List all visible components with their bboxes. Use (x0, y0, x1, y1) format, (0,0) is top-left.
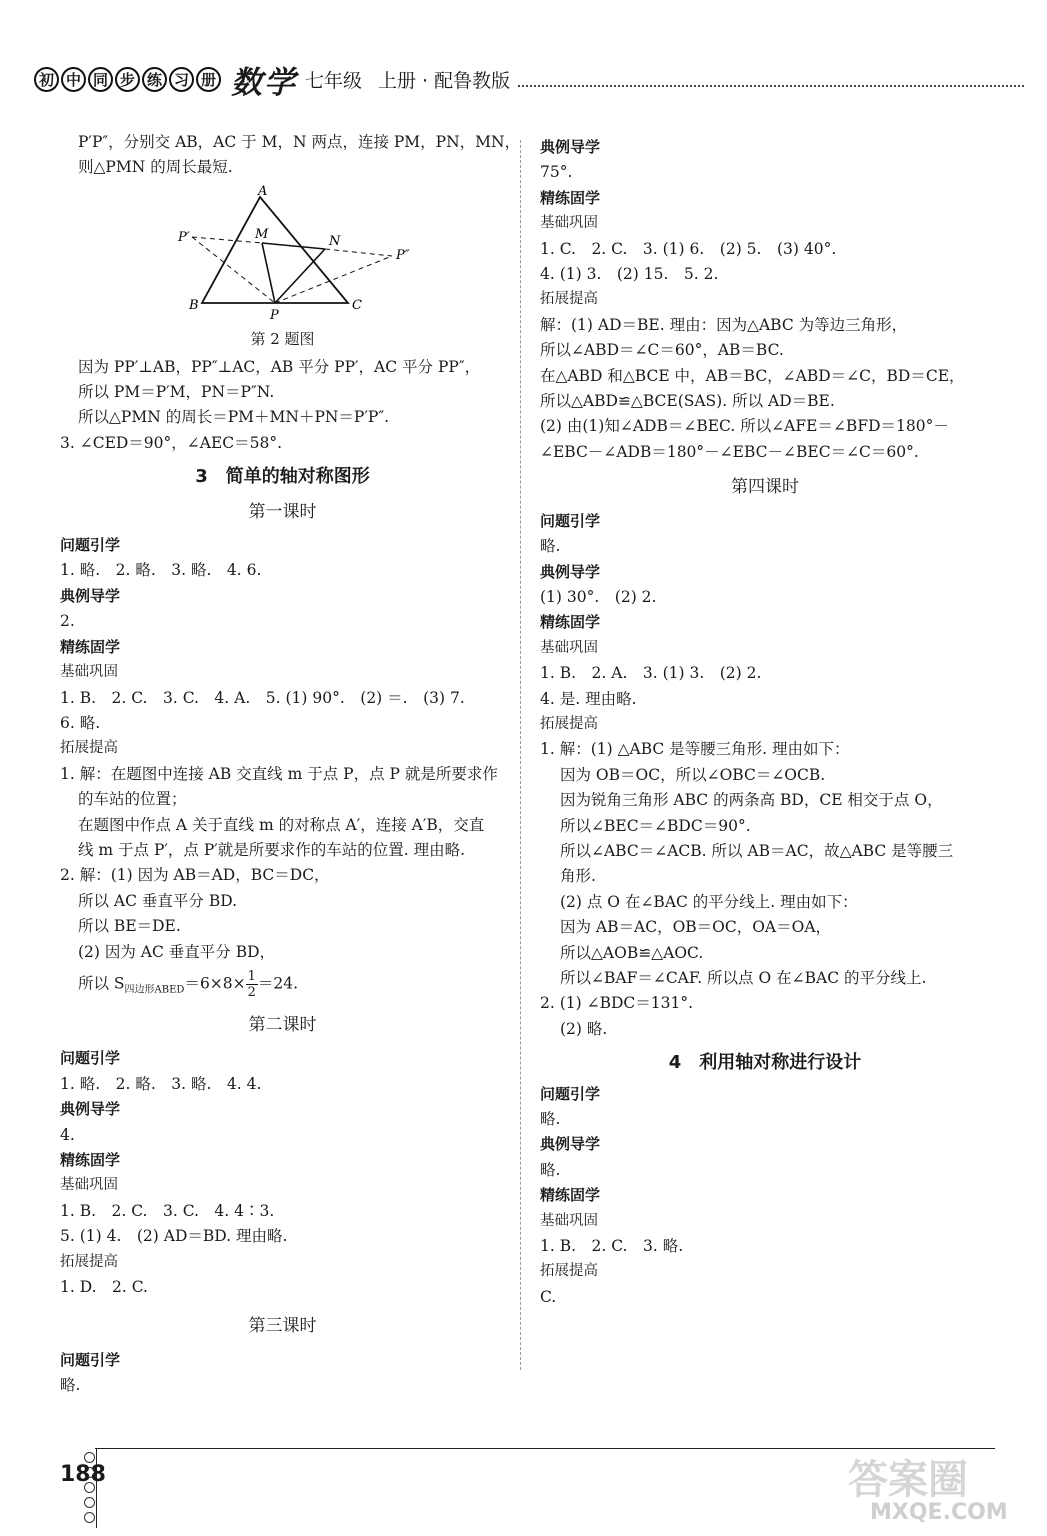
text-line: 3. ∠CED＝90°，∠AEC＝58°. (60, 433, 283, 452)
label-question: 问题引学 (540, 1084, 601, 1103)
watermark-url: MXQE.COM (870, 1500, 1008, 1525)
series-char: 初 (34, 67, 59, 92)
answer-line: 6. 略. (60, 713, 101, 732)
formula-text: ＝24. (257, 974, 299, 993)
answer-line: 解：(1) AD＝BE. 理由：因为△ABC 为等边三角形， (540, 315, 908, 334)
answer-line: 2. (1) ∠BDC＝131°. (540, 994, 694, 1013)
answer-line: 1. 略. 2. 略. 3. 略. 4. 6. (60, 561, 262, 580)
answer-line: (2) 由(1)知∠ADB＝∠BEC. 所以∠AFE＝∠BFD＝180°－ (540, 417, 949, 436)
answer-line: 75°. (540, 163, 573, 182)
answer-line: 1. 解：在题图中连接 AB 交直线 m 于点 P，点 P 就是所要求作 (60, 764, 498, 783)
answer-line: C. (540, 1287, 557, 1306)
label-basic: 基础巩固 (60, 664, 118, 681)
lesson-heading: 第四课时 (731, 477, 799, 498)
point-label-c: C (352, 297, 362, 313)
point-label-n: N (329, 233, 341, 249)
answer-line: 所以 BE＝DE. (78, 917, 181, 936)
answer-line: (2) 略. (560, 1019, 608, 1038)
page-number: 188 (60, 1462, 106, 1487)
answer-line: 4. 是. 理由略. (540, 689, 637, 708)
subject-title: 数学 (231, 64, 297, 101)
answer-line: 1. B. 2. C. 3. C. 4. 4∶3. (60, 1201, 275, 1220)
text-line: 因为 PP′⊥AB，PP″⊥AC，AB 平分 PP′，AC 平分 PP″， (78, 357, 481, 376)
grade-label: 七年级 (305, 69, 363, 92)
answer-line: 2. (60, 612, 75, 631)
right-column (540, 135, 990, 1310)
geometry-figure (120, 185, 505, 333)
answer-line: 略. (540, 537, 561, 556)
answer-line: 略. (540, 1110, 561, 1129)
answer-line: 所以△AOB≌△AOC. (560, 943, 704, 962)
series-char: 练 (142, 67, 167, 92)
answer-line: 1. 略. 2. 略. 3. 略. 4. 4. (60, 1074, 262, 1093)
label-example: 典例导学 (60, 1100, 121, 1119)
section-heading: 4 利用轴对称进行设计 (668, 1052, 862, 1074)
point-label-a: A (258, 184, 268, 199)
column-divider (520, 140, 521, 1370)
fraction-denominator: 2 (247, 984, 256, 1000)
label-question: 问题引学 (540, 511, 601, 530)
label-example: 典例导学 (540, 1135, 601, 1154)
footer-vertical-rule (96, 1448, 97, 1528)
answer-line: ∠EBC－∠ADB＝180°－∠EBC－∠BEC＝∠C＝60°. (540, 442, 919, 461)
answer-line: 5. (1) 4. (2) AD＝BD. 理由略. (60, 1227, 288, 1246)
answer-line: 所以∠BEC＝∠BDC＝90°. (560, 816, 751, 835)
label-extension: 拓展提高 (540, 715, 598, 732)
answer-line: 1. B. 2. C. 3. 略. (540, 1237, 684, 1256)
label-extension: 拓展提高 (60, 1253, 118, 1270)
label-extension: 拓展提高 (60, 740, 118, 757)
label-basic: 基础巩固 (60, 1177, 118, 1194)
figure-caption: 第 2 题图 (250, 330, 315, 349)
edition-label: 上册 · 配鲁教版 (378, 69, 511, 92)
label-practice: 精练固学 (60, 637, 121, 656)
point-label-p-double-prime: P″ (396, 247, 410, 263)
answer-line: 1. C. 2. C. 3. (1) 6. (2) 5. (3) 40°. (540, 239, 837, 258)
page-header (34, 62, 1024, 101)
area-formula-line (60, 969, 505, 1003)
formula-subscript: 四边形ABED (124, 984, 185, 996)
answer-line: 4. (60, 1125, 75, 1144)
label-practice: 精练固学 (540, 613, 601, 632)
text-line: 则△PMN 的周长最短. (78, 158, 233, 177)
answer-line: 略. (540, 1160, 561, 1179)
header-dotted-rule (518, 71, 1024, 87)
point-label-m: M (255, 226, 269, 242)
label-basic: 基础巩固 (540, 639, 598, 656)
answer-line: (1) 30°. (2) 2. (540, 587, 657, 606)
lesson-heading: 第二课时 (248, 1014, 317, 1035)
label-question: 问题引学 (60, 1049, 121, 1068)
answer-line: 4. (1) 3. (2) 15. 5. 2. (540, 265, 719, 284)
answer-line: 略. (60, 1376, 81, 1395)
section-heading: 3 简单的轴对称图形 (195, 466, 370, 488)
answer-line: 线 m 于点 P′，点 P′就是所要求作的车站的位置. 理由略. (78, 840, 466, 859)
answer-line: 1. D. 2. C. (60, 1278, 148, 1297)
answer-line: 所以∠ABD＝∠C＝60°，AB＝BC. (540, 341, 784, 360)
answer-line: 所以△ABD≌△BCE(SAS). 所以 AD＝BE. (540, 392, 835, 411)
formula-text: ＝6×8× (184, 974, 246, 993)
label-example: 典例导学 (540, 562, 601, 581)
fraction-numerator: 1 (247, 968, 256, 984)
answer-line: 因为 AB＝AC，OB＝OC，OA＝OA， (560, 918, 832, 937)
series-char: 习 (169, 67, 194, 92)
label-basic: 基础巩固 (540, 1212, 598, 1229)
answer-line: (2) 点 O 在∠BAC 的平分线上. 理由如下： (560, 892, 858, 911)
label-example: 典例导学 (60, 586, 121, 605)
left-column (60, 130, 521, 1399)
series-char: 中 (61, 67, 86, 92)
lesson-heading: 第三课时 (248, 1316, 317, 1337)
text-line: 所以△PMN 的周长＝PM＋MN＋PN＝P′P″. (78, 408, 390, 427)
fraction (246, 969, 258, 1000)
answer-line: 因为 OB＝OC，所以∠OBC＝∠OCB. (560, 765, 826, 784)
series-title (34, 67, 221, 92)
answer-line: 所以∠ABC＝∠ACB. 所以 AB＝AC，故△ABC 是等腰三 (560, 841, 954, 860)
formula-text: 所以 S (78, 974, 125, 993)
label-extension: 拓展提高 (540, 1263, 598, 1280)
answer-line: 1. B. 2. A. 3. (1) 3. (2) 2. (540, 664, 762, 683)
point-label-p-prime: P′ (178, 229, 190, 245)
label-question: 问题引学 (60, 1350, 121, 1369)
answer-line: 所以∠BAF＝∠CAF. 所以点 O 在∠BAC 的平分线上. (560, 969, 927, 987)
series-char: 同 (88, 67, 113, 92)
answer-line: 角形. (560, 867, 596, 886)
answer-line: (2) 因为 AC 垂直平分 BD， (78, 942, 276, 961)
label-example: 典例导学 (540, 138, 601, 156)
text-line: 所以 PM＝P′M，PN＝P″N. (78, 383, 275, 402)
label-basic: 基础巩固 (540, 215, 598, 232)
answer-line: 的车站的位置； (78, 790, 187, 809)
lesson-heading: 第一课时 (248, 501, 317, 522)
answer-line: 在题图中作点 A 关于直线 m 的对称点 A′，连接 A′B，交直 (78, 815, 485, 834)
label-practice: 精练固学 (540, 1186, 601, 1205)
point-label-b: B (189, 297, 199, 313)
label-question: 问题引学 (60, 536, 121, 555)
watermark-logo: 答案圈 (848, 1457, 968, 1503)
answer-line: 在△ABD 和△BCE 中，AB＝BC，∠ABD＝∠C，BD＝CE， (540, 366, 965, 385)
label-practice: 精练固学 (60, 1151, 121, 1169)
series-char: 步 (115, 67, 140, 92)
point-label-p: P (270, 307, 279, 323)
label-extension: 拓展提高 (540, 291, 598, 308)
triangle-diagram (120, 185, 460, 325)
answer-line: 所以 AC 垂直平分 BD. (78, 891, 238, 910)
answer-line: 1. B. 2. C. 3. C. 4. A. 5. (1) 90°. (2) ＝. (3) 7. (60, 688, 465, 707)
answer-line: 2. 解：(1) 因为 AB＝AD，BC＝DC， (60, 866, 330, 885)
text-line: P′P″，分别交 AB，AC 于 M，N 两点，连接 PM，PN，MN， (78, 133, 521, 151)
series-char: 册 (196, 67, 221, 92)
answer-line: 因为锐角三角形 ABC 的两条高 BD，CE 相交于点 O， (560, 791, 943, 810)
answer-line: 1. 解：(1) △ABC 是等腰三角形. 理由如下： (540, 740, 850, 759)
label-practice: 精练固学 (540, 188, 601, 207)
